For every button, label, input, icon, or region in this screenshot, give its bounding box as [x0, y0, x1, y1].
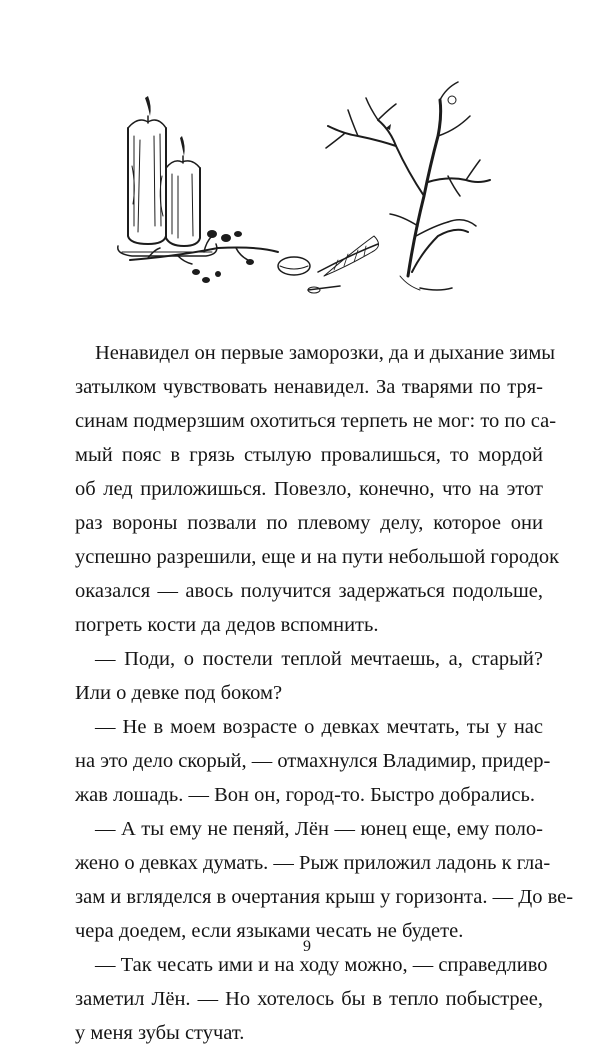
- short-candle: [166, 136, 200, 246]
- text-line: на это дело скорый, — отмахнулся Владимир, придер-: [75, 750, 551, 772]
- feather: [318, 236, 379, 276]
- text-line: чера доедем, если языками чесать не будете.: [75, 920, 464, 942]
- text-line: — А ты ему не пеняй, Лён — юнец еще, ему поло-: [95, 818, 543, 840]
- text-line: жено о девках думать. — Рыж приложил ладонь к гла-: [75, 852, 551, 874]
- text-line: успешно разрешили, еще и на пути небольшой городок: [75, 546, 560, 568]
- text-line: погреть кости да дедов вспомнить.: [75, 614, 379, 636]
- text-line: оказался — авось получится задержаться подольше,: [75, 580, 543, 602]
- candles-and-branches-illustration: [108, 76, 508, 312]
- text-line: у меня зубы стучат.: [75, 1022, 245, 1044]
- bare-tree-branches: [326, 82, 490, 290]
- text-line: затылком чувствовать ненавидел. За тварями по тря-: [75, 376, 543, 398]
- text-line: Ненавидел он первые заморозки, да и дыхание зимы: [95, 342, 556, 364]
- text-line: синам подмерзшим охотиться терпеть не мог: то по са-: [75, 410, 557, 432]
- text-line: — Так чесать ими и на ходу можно, — справедливо: [95, 954, 548, 976]
- text-line: жав лошадь. — Вон он, город-то. Быстро добрались.: [75, 784, 535, 806]
- text-line: мый пояс в грязь стылую провалишься, то мордой: [75, 444, 543, 466]
- text-line: — Не в моем возрасте о девках мечтать, ты у нас: [95, 716, 543, 738]
- text-line: зам и вгляделся в очертания крыш у горизонта. — До ве-: [75, 886, 574, 908]
- text-line: Или о девке под боком?: [75, 682, 283, 704]
- text-line: — Поди, о постели теплой мечтаешь, а, старый?: [95, 648, 543, 670]
- text-line: раз вороны позвали по плевому делу, которое они: [75, 512, 543, 534]
- page-number: 9: [303, 938, 311, 955]
- text-line: заметил Лён. — Но хотелось бы в тепло побыстрее,: [75, 988, 543, 1010]
- text-line: об лед приложишься. Повезло, конечно, что на этот: [75, 478, 543, 500]
- tall-candle: [128, 96, 166, 244]
- small-stone: [278, 257, 310, 275]
